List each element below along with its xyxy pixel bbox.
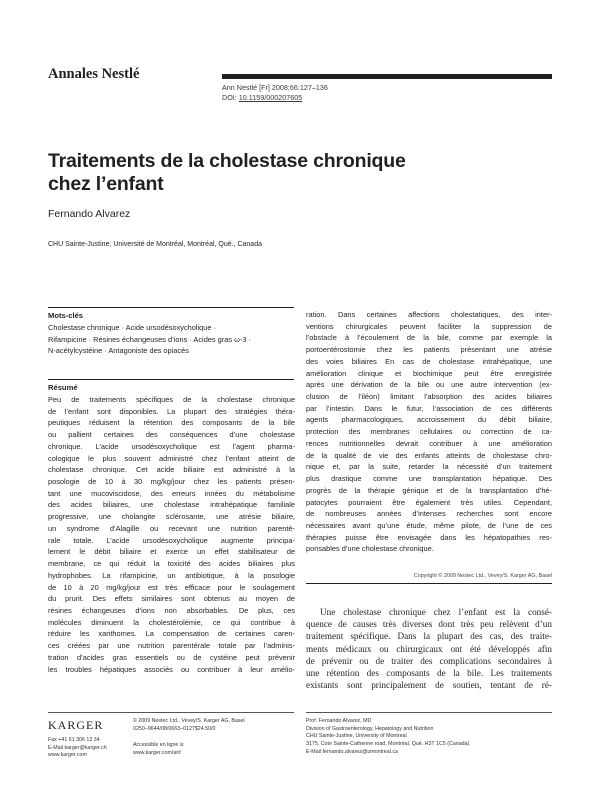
abstract-line: un syndrome d’Alagille ou recevant une nutrition parenté- [48,523,295,533]
contact-institution: CHU Sainte-Justine, University of Montreal [306,733,407,740]
online-access-info [133,742,184,757]
body-line: de prévenir ou de traiter des complications secondaires à [306,655,552,666]
footer-right-rule [306,712,552,713]
publisher-contact [48,737,107,760]
abstract-line: de 10 à 20 mg/kg/jour est très efficace pour le soulagement [48,582,295,592]
abstract-top-rule [48,379,294,380]
abstract-line: lement le débit biliaire et exerce un effet stabilisateur de [48,547,295,557]
keyword-line: N-acétylcystéine · Antagoniste des opiacés [48,346,189,356]
abstract-line: ration. Dans certaines affections cholestatiques, des inter- [306,310,552,319]
abstract-line: chronique. L’acide ursodésoxycholique est l’agent pharma- [48,441,295,451]
abstract-line: progrès de la thérapie génique et de la transplantation d’hé- [306,485,552,495]
abstract-line: ces créées par une nutrition parentérale totale par l’adminis- [48,641,295,651]
body-line: quence de causes très diverses dont très peu relèvent d’un [306,619,552,630]
body-line: Une cholestase chronique chez l’enfant est la consé- [320,607,552,617]
journal-name: Annales Nestlé [48,66,140,82]
abstract-line: réduire les xanthomes. La compensation de certaines caren- [48,629,295,639]
keyword-line: Cholestase chronique · Acide ursodésoxycholique · [48,323,217,332]
abstract-line: ou pallient certaines des conséquences d’une cholestase [48,430,295,440]
abstract-line: par l’intestin. Dans le futur, l’association de ces différents [306,403,552,413]
abstract-line: des voies biliaires En cas de cholestase intrahépatique, une [306,356,552,366]
contact-address: 3175, Cote Sainte-Catherine road, Montréal, Qué. H3T 1C5 (Canada) [306,741,470,748]
correspondence-info [306,718,469,757]
abstract-bottom-rule [306,583,552,584]
keywords-list [48,322,298,357]
body-text [306,606,552,691]
abstract-line: après une dérivation de la bile ou une autre intervention (ex- [306,380,552,390]
contact-name: Prof. Fernando Alvarez, MD [306,718,372,724]
abstract-line: nique et, par la suite, retarder la nécessité d’un traitement [306,462,552,472]
doi-line [222,93,328,103]
abstract-line: progressive, une cholangite sclérosante, une atrésie biliaire, [48,512,295,522]
abstract-line: de nombreuses années d’intenses recherches sont encore [306,509,552,519]
doi-link[interactable]: 10.1159/000207605 [238,93,303,102]
abstract-line: des acides biliaires, une cholestase intrahépatique familiale [48,500,295,510]
abstract-line: de la qualité de vie des enfants atteints de cholestase chro- [306,450,552,460]
contact-email[interactable]: E-Mail fernando.alvarez@umontreal.ca [306,748,398,755]
body-line: traitement spécifique. Dans la plupart des cas, des traite- [306,631,552,642]
abstract-line: plus drastique comme une transplantation hépatique. Des [306,474,552,484]
body-line: une rétention des composants de la bile. Les traitements [306,668,552,679]
access-label: Accessible en ligne à: [133,742,185,748]
abstract-line: l’obstacle à l’écoulement de la bile, comme par exemple la [306,333,552,343]
abstract-line: les troubles hépatiques associés ou contribuer à leur amélio- [48,664,295,674]
author-name: Fernando Alvarez [48,208,131,220]
abstract-line: nécessaires avant qu’une étude, même pilote, de l’une de ces [306,520,552,530]
abstract-line: Peu de traitements spécifiques de la cholestase chronique [48,395,295,404]
publisher-logo: KARGER [48,718,104,732]
access-link[interactable]: www.karger.com/anf [133,749,181,756]
keywords-heading: Mots-clés [48,311,84,320]
abstract-line: tant une mucoviscidose, des erreurs innées du métabolisme [48,488,295,498]
contact-division: Division of Gastroenterology, Hepatology and Nutrition [306,725,434,732]
abstract-line: ventions chirurgicales peuvent faciliter la suppression de [306,321,552,331]
header-rule [222,74,552,79]
keyword-line: Rifampicine · Résines échangeuses d’ions · Acides gras ω-3 · [48,334,251,344]
publisher-fax: Fax +41 61 306 12 34 [48,737,100,743]
issn-line: 0250–9644/08/0663–0127$24.50/0 [133,725,216,732]
abstract-line: thérapies puisse être envisagée dans les hépatopathies res- [306,532,552,542]
abstract-line: clusion de l’iléon) limitant l’absorption des acides biliaires [306,392,552,402]
author-affiliation: CHU Sainte-Justine, Université de Montréal, Montréal, Qué., Canada [48,241,262,248]
keywords-top-rule [48,307,294,308]
abstract-line: cologique le plus souvent administré chez l’enfant atteint de [48,453,295,463]
abstract-line: protection des membranes cellulaires ou correction de ca- [306,427,552,437]
abstract-heading: Résumé [48,383,78,392]
abstract-line: posologie de 10 à 30 mg/kg/jour chez les patients présen- [48,477,295,487]
abstract-copyright: Copyright © 2009 Nestec Ltd., Vevey/S. Karger AG, Basel [413,573,552,579]
abstract-line: résines échangeuses d’ions non absorbables. De plus, ces [48,605,295,615]
publisher-website[interactable]: www.karger.com [48,752,87,759]
body-line: existants sont principalement de soutien, tentant de ré- [306,680,552,691]
footer-left-rule [48,712,294,713]
abstract-line: amélioration clinique et biochimique peut être enregistrée [306,368,552,378]
citation-block [222,83,328,103]
abstract-line: ponsables d’une cholestase chronique. [306,544,434,554]
abstract-line: hydrophobes. La rifampicine, un antibiotique, à la posologie [48,570,295,580]
copyright-line: © 2009 Nestec Ltd., Vevey/S. Karger AG, Basel [133,718,245,724]
body-line: ments médicaux ou chirurgicaux ont été développés afin [306,643,552,654]
doi-label: DOI: [222,93,239,102]
publisher-email[interactable]: E-Mail karger@karger.ch [48,744,107,751]
abstract-line: cholestase chronique. Cet acide biliaire est administré à la [48,465,295,475]
abstract-line: patocytes pourraient être également très utiles. Cependant, [306,497,552,507]
title-line: chez l’enfant [48,173,164,195]
article-title [48,150,528,196]
abstract-line: tration d’acides gras essentiels ou de cystéine peut prévenir [48,652,295,662]
abstract-left-column [48,394,295,675]
abstract-line: du prurit. Des effets similaires sont obtenus au moyen de [48,594,295,604]
abstract-line: membrane, ce qui réduit la toxicité des acides biliaires plus [48,559,295,569]
abstract-line: agents pharmacologiques, accroissement du débit biliaire, [306,415,552,425]
title-line: Traitements de la cholestase chronique [48,150,406,172]
copyright-info [133,718,245,733]
abstract-line: molécules diminuent la cholestérolémie, ce qui contribue à [48,617,295,627]
abstract-line: rences nutritionnelles devrait contribuer à une amélioration [306,438,552,448]
abstract-line: portoentérostomie chez les patients présentant une atrésie [306,345,552,355]
abstract-line: rale totale. L’acide ursodésoxycholique augmente principa- [48,535,295,545]
abstract-right-column [306,309,552,555]
citation-line: Ann Nestlé [Fr] 2008;66:127–136 [222,83,328,92]
abstract-line: peutiques réduisent la rétention des composants de la bile [48,418,295,428]
abstract-line: de l’enfant sont disponibles. La plupart des stratégies théra- [48,406,295,416]
